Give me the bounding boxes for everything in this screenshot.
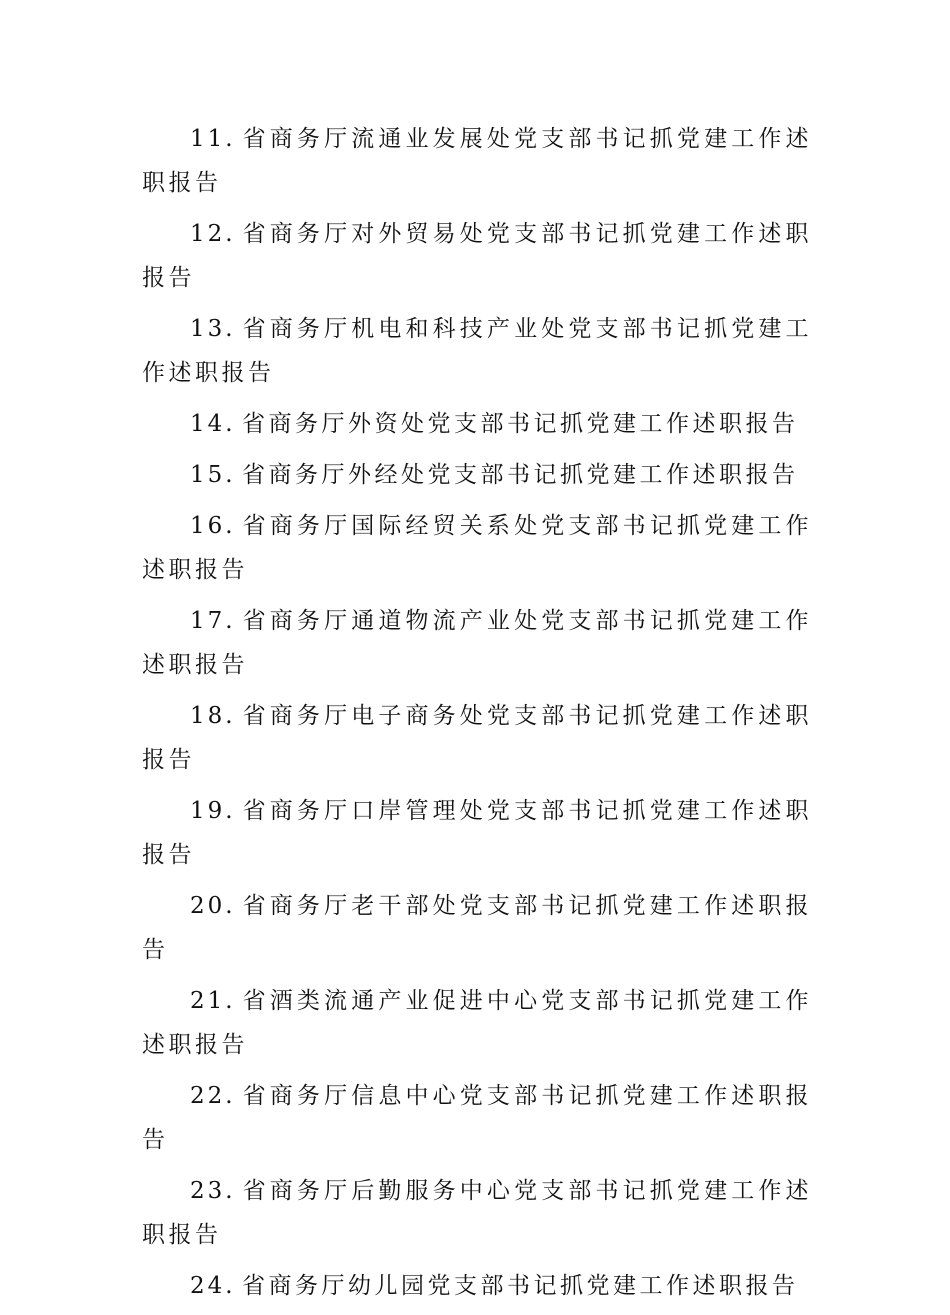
list-item	[142, 884, 812, 979]
item-title: 省商务厅老干部处党支部书记抓党建工作述职报告	[142, 893, 812, 963]
item-title: 省商务厅信息中心党支部书记抓党建工作述职报告	[142, 1083, 812, 1153]
list-item	[142, 694, 812, 789]
list-item	[142, 504, 812, 599]
list-item	[142, 599, 812, 694]
item-number: 22.	[190, 1083, 236, 1109]
item-title: 省酒类流通产业促进中心党支部书记抓党建工作述职报告	[142, 988, 812, 1058]
item-number: 14.	[190, 411, 236, 437]
item-number: 20.	[190, 893, 236, 919]
list-item	[142, 1169, 812, 1264]
item-number: 16.	[190, 513, 236, 539]
item-number: 15.	[190, 462, 236, 488]
item-title: 省商务厅外经处党支部书记抓党建工作述职报告	[242, 462, 799, 488]
list-item	[142, 453, 812, 504]
item-title: 省商务厅国际经贸关系处党支部书记抓党建工作述职报告	[142, 513, 812, 583]
item-title: 省商务厅幼儿园党支部书记抓党建工作述职报告	[242, 1273, 799, 1299]
list-item	[142, 789, 812, 884]
item-title: 省商务厅对外贸易处党支部书记抓党建工作述职报告	[142, 221, 812, 291]
item-title: 省商务厅口岸管理处党支部书记抓党建工作述职报告	[142, 798, 812, 868]
item-title: 省商务厅机电和科技产业处党支部书记抓党建工作述职报告	[142, 316, 812, 386]
item-title: 省商务厅流通业发展处党支部书记抓党建工作述职报告	[142, 126, 812, 196]
item-title: 省商务厅通道物流产业处党支部书记抓党建工作述职报告	[142, 608, 812, 678]
list-item	[142, 117, 812, 212]
list-item	[142, 212, 812, 307]
item-title: 省商务厅后勤服务中心党支部书记抓党建工作述职报告	[142, 1178, 812, 1248]
list-item	[142, 979, 812, 1074]
report-list	[142, 117, 812, 1315]
item-number: 23.	[190, 1178, 236, 1204]
item-number: 21.	[190, 988, 236, 1014]
item-title: 省商务厅电子商务处党支部书记抓党建工作述职报告	[142, 703, 812, 773]
item-number: 12.	[190, 221, 236, 247]
item-title: 省商务厅外资处党支部书记抓党建工作述职报告	[242, 411, 799, 437]
item-number: 18.	[190, 703, 236, 729]
list-item	[142, 1264, 812, 1315]
list-item	[142, 307, 812, 402]
item-number: 11.	[190, 126, 236, 152]
list-item	[142, 1074, 812, 1169]
item-number: 19.	[190, 798, 236, 824]
item-number: 13.	[190, 316, 236, 342]
item-number: 17.	[190, 608, 236, 634]
list-item	[142, 402, 812, 453]
item-number: 24.	[190, 1273, 236, 1299]
